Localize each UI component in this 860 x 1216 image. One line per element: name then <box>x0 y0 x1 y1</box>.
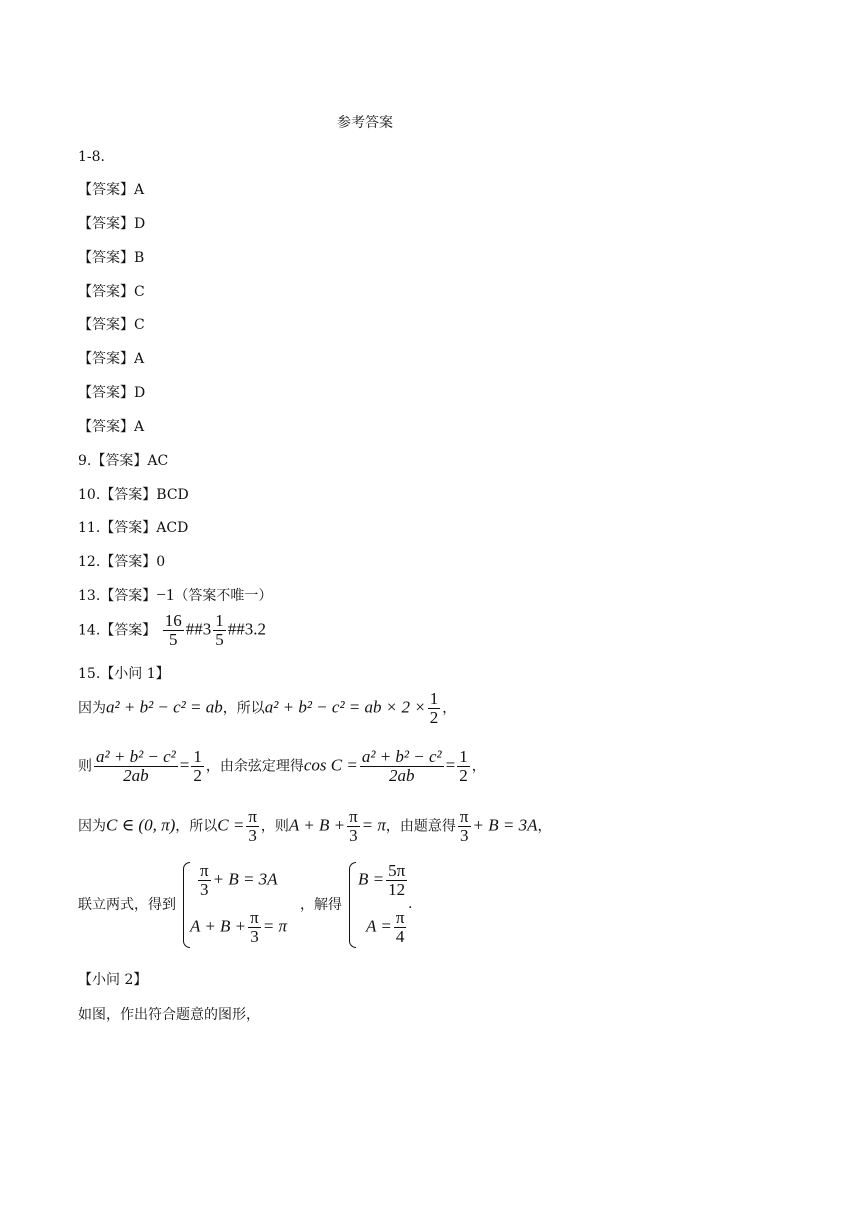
answer-tag: 【答案】 <box>78 216 134 232</box>
whole-part: 3 <box>202 619 212 639</box>
numerator: a² + b² − c² <box>361 747 442 766</box>
question-number: 12. <box>78 554 101 570</box>
answer-value: A <box>134 419 145 435</box>
equation: cos C = <box>303 755 358 775</box>
numerator: 5π <box>388 861 406 880</box>
answer-value: AC <box>147 453 169 469</box>
answer-12 <box>78 552 165 572</box>
answer-value: D <box>134 385 146 401</box>
text: ， <box>471 758 486 775</box>
answer-value: B <box>134 250 145 266</box>
fraction <box>191 748 204 785</box>
answer-value: −1 <box>156 585 175 604</box>
answer-tag: 【答案】 <box>78 250 134 266</box>
answer-3 <box>78 248 144 268</box>
numerator: π <box>200 861 209 880</box>
answer-tag: 【答案】 <box>100 554 157 570</box>
answer-tag: 【答案】 <box>78 351 134 367</box>
denominator: 2 <box>459 766 468 785</box>
answer-value: D <box>134 216 146 232</box>
denominator: 2 <box>429 708 439 727</box>
numerator: π <box>395 908 405 927</box>
answer-tag: 【答案】 <box>78 385 134 401</box>
fraction <box>347 808 360 845</box>
fraction <box>94 748 178 785</box>
text: ， <box>537 818 552 835</box>
range-label: 1-8. <box>78 149 105 165</box>
answer-note: （答案不唯一） <box>174 588 273 604</box>
answer-6 <box>78 349 144 369</box>
answer-1 <box>78 180 144 200</box>
question-number: 15. <box>78 666 101 682</box>
text: ，由余弦定理得 <box>205 758 304 775</box>
fraction <box>394 909 407 946</box>
equation: + B = 3A <box>212 869 278 889</box>
text: ，由题意得 <box>385 818 456 835</box>
system-brace <box>183 862 190 948</box>
answer-tag: 【答案】 <box>91 453 148 469</box>
equation: = π <box>361 815 386 835</box>
denominator: 5 <box>168 630 178 649</box>
solution-brace <box>349 862 356 948</box>
equation: C = <box>217 815 245 835</box>
answer-tag: 【答案】 <box>78 419 134 435</box>
question-number: 13. <box>78 588 101 604</box>
answer-value: A <box>134 182 145 198</box>
q15-line-4-solve: ，解得 <box>300 897 342 913</box>
answer-7 <box>78 383 145 403</box>
system-row-2 <box>190 909 287 946</box>
answer-value: C <box>134 317 145 333</box>
answer-value: 0 <box>156 554 166 570</box>
question-number: 9. <box>78 453 92 469</box>
question-number: 10. <box>78 487 101 503</box>
answer-value: ACD <box>156 520 189 536</box>
text: 则 <box>78 758 92 775</box>
period: . <box>408 896 413 912</box>
equation: A + B + <box>190 916 247 936</box>
numerator: π <box>248 807 257 826</box>
answer-tag: 【答案】 <box>78 317 134 333</box>
part-2-label: 【小问 2】 <box>78 972 148 988</box>
numerator: π <box>250 908 259 927</box>
numerator: 1 <box>429 689 439 708</box>
equation: = π <box>262 916 287 936</box>
denominator: 3 <box>349 826 358 845</box>
answer-13 <box>78 585 272 606</box>
fraction <box>360 748 444 785</box>
question-number: 14. <box>78 622 101 639</box>
fraction <box>386 862 407 899</box>
fraction <box>198 862 211 899</box>
answer-2 <box>78 214 145 234</box>
denominator: 4 <box>395 927 405 946</box>
denominator: 12 <box>388 880 406 899</box>
answer-10 <box>78 485 189 505</box>
fraction <box>163 612 184 649</box>
numerator: π <box>459 807 469 826</box>
answer-tag: 【答案】 <box>100 588 157 604</box>
fraction <box>246 808 259 845</box>
answer-tag: 【答案】 <box>100 520 157 536</box>
numerator: 1 <box>193 747 202 766</box>
text: ，所以 <box>175 818 218 835</box>
equals: = <box>179 755 190 775</box>
denominator: 2ab <box>389 766 415 785</box>
text: ，所以 <box>222 700 265 717</box>
equation: a² + b² − c² = ab <box>106 697 223 717</box>
answer-14 <box>78 612 266 649</box>
equation: B = <box>358 869 385 889</box>
q15-line-2 <box>78 748 486 785</box>
denominator: 5 <box>215 630 224 649</box>
q15-line-5: 如图，作出符合题意的图形， <box>78 1007 260 1023</box>
answer-4 <box>78 282 145 302</box>
solution-row-2 <box>366 909 408 946</box>
page-title: 参考答案 <box>337 115 393 131</box>
fraction <box>428 690 441 727</box>
q15-line-1 <box>78 690 456 727</box>
fraction <box>458 808 471 845</box>
text: 因为 <box>78 700 106 717</box>
denominator: 3 <box>248 826 257 845</box>
numerator: 1 <box>459 747 468 766</box>
denominator: 2ab <box>123 766 149 785</box>
solution-row-1 <box>358 862 409 899</box>
answer-value: BCD <box>156 487 189 503</box>
equation: + B = 3A <box>472 815 538 835</box>
answer-value: A <box>134 351 145 367</box>
answer-11 <box>78 518 188 538</box>
equation: A + B + <box>288 815 346 835</box>
numerator: 16 <box>164 611 182 630</box>
denominator: 3 <box>250 927 259 946</box>
fraction <box>213 612 226 649</box>
text: 因为 <box>78 818 106 835</box>
answer-tag: 【答案】 <box>100 622 157 639</box>
answer-tag: 【答案】 <box>78 182 134 198</box>
answer-5 <box>78 315 145 335</box>
question-number: 11. <box>78 520 101 536</box>
equation: C ∈ (0, π) <box>106 815 176 835</box>
separator: ## <box>185 619 203 639</box>
answer-8 <box>78 417 144 437</box>
answer-tag: 【答案】 <box>100 487 157 503</box>
answer-tag: 【答案】 <box>78 284 134 300</box>
denominator: 3 <box>459 826 469 845</box>
q15-line-4-label: 联立两式，得到 <box>78 897 176 913</box>
text: ，则 <box>260 818 289 835</box>
fraction <box>457 748 470 785</box>
answer-value: 3.2 <box>244 619 266 639</box>
separator: ## <box>227 619 245 639</box>
denominator: 3 <box>200 880 209 899</box>
answer-9 <box>78 451 168 471</box>
numerator: a² + b² − c² <box>96 747 176 766</box>
answer-value: C <box>134 284 145 300</box>
q15-header <box>78 664 170 684</box>
numerator: π <box>349 807 358 826</box>
equals: = <box>445 755 456 775</box>
part-label: 【小问 1】 <box>100 666 170 682</box>
denominator: 2 <box>193 766 202 785</box>
fraction <box>248 909 261 946</box>
system-row-1 <box>196 862 278 899</box>
numerator: 1 <box>215 611 224 630</box>
text: ， <box>442 700 457 717</box>
equation: a² + b² − c² = ab × 2 × <box>264 697 426 717</box>
q15-line-3 <box>78 808 551 845</box>
equation: A = <box>366 916 392 936</box>
